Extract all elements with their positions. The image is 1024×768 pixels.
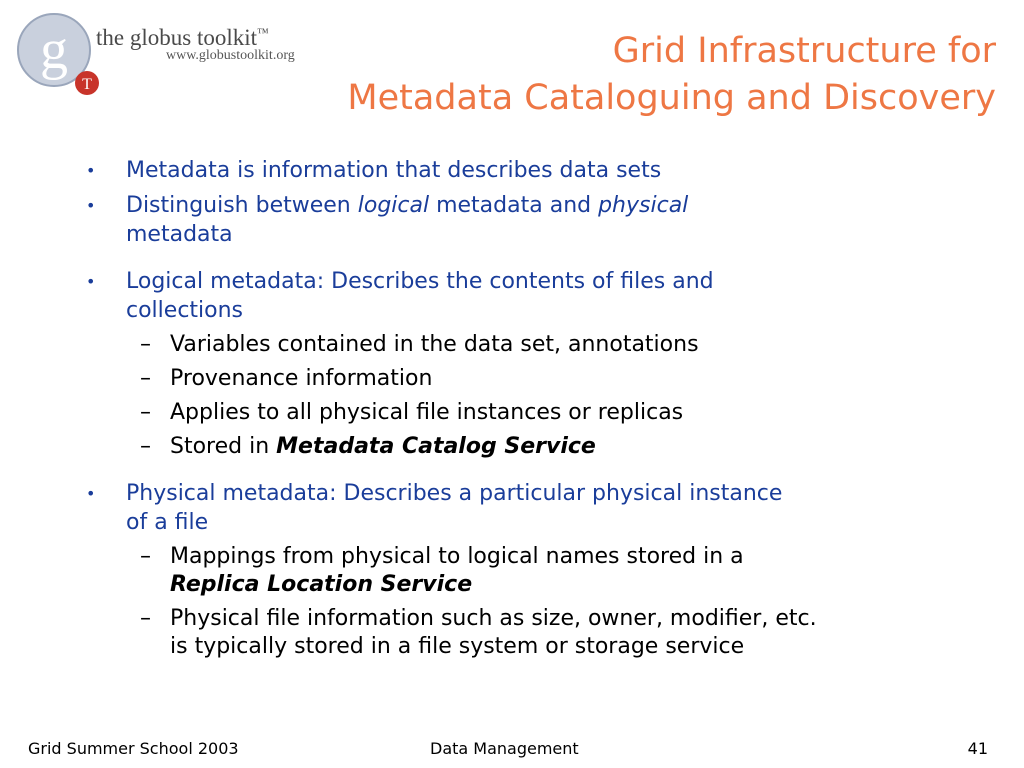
bullet-physical-metadata: • Physical metadata: Describes a particular physical instance of a file xyxy=(86,481,783,535)
slide-title xyxy=(276,28,996,122)
globus-g-logo-icon xyxy=(14,10,104,100)
sub-bullet-file-info: – Physical file information such as size, owner, modifier, etc. is typically stored in a file system or storage service xyxy=(140,606,817,659)
sub-bullet-applies: – Applies to all physical file instances or replicas xyxy=(140,400,684,425)
slide-footer xyxy=(0,739,1024,763)
bullet-dot: • xyxy=(86,161,96,180)
bullet-dot: • xyxy=(86,196,96,215)
sub-bullet-stored: – Stored in Metadata Catalog Service xyxy=(140,434,596,459)
sub-bullet-variables: – Variables contained in the data set, annotations xyxy=(140,332,699,357)
svg-text:g: g xyxy=(40,19,68,81)
bullet-logical-metadata: • Logical metadata: Describes the contents of files and collections xyxy=(86,269,714,323)
svg-text:T: T xyxy=(82,76,92,93)
sub-bullet-provenance: – Provenance information xyxy=(140,366,433,391)
footer-left: Grid Summer School 2003 xyxy=(28,739,239,758)
logo-url: www.globustoolkit.org xyxy=(166,48,295,63)
slide-title-line-2: Metadata Cataloguing and Discovery xyxy=(347,78,996,118)
footer-page-number: 41 xyxy=(967,739,988,758)
footer-center: Data Management xyxy=(430,739,579,758)
sub-bullet-mappings: – Mappings from physical to logical names stored in a Replica Location Service xyxy=(140,544,744,597)
slide-body xyxy=(82,156,962,661)
bullet-metadata-definition: • Metadata is information that describes data sets xyxy=(86,158,662,183)
slide-title-line-1: Grid Infrastructure for xyxy=(612,31,996,71)
bullet-dot: • xyxy=(86,272,96,291)
logo-name: the globus toolkit™ xyxy=(96,25,269,50)
bullet-dot: • xyxy=(86,484,96,503)
bullet-distinguish: • Distinguish between logical metadata and physical metadata xyxy=(86,193,689,247)
